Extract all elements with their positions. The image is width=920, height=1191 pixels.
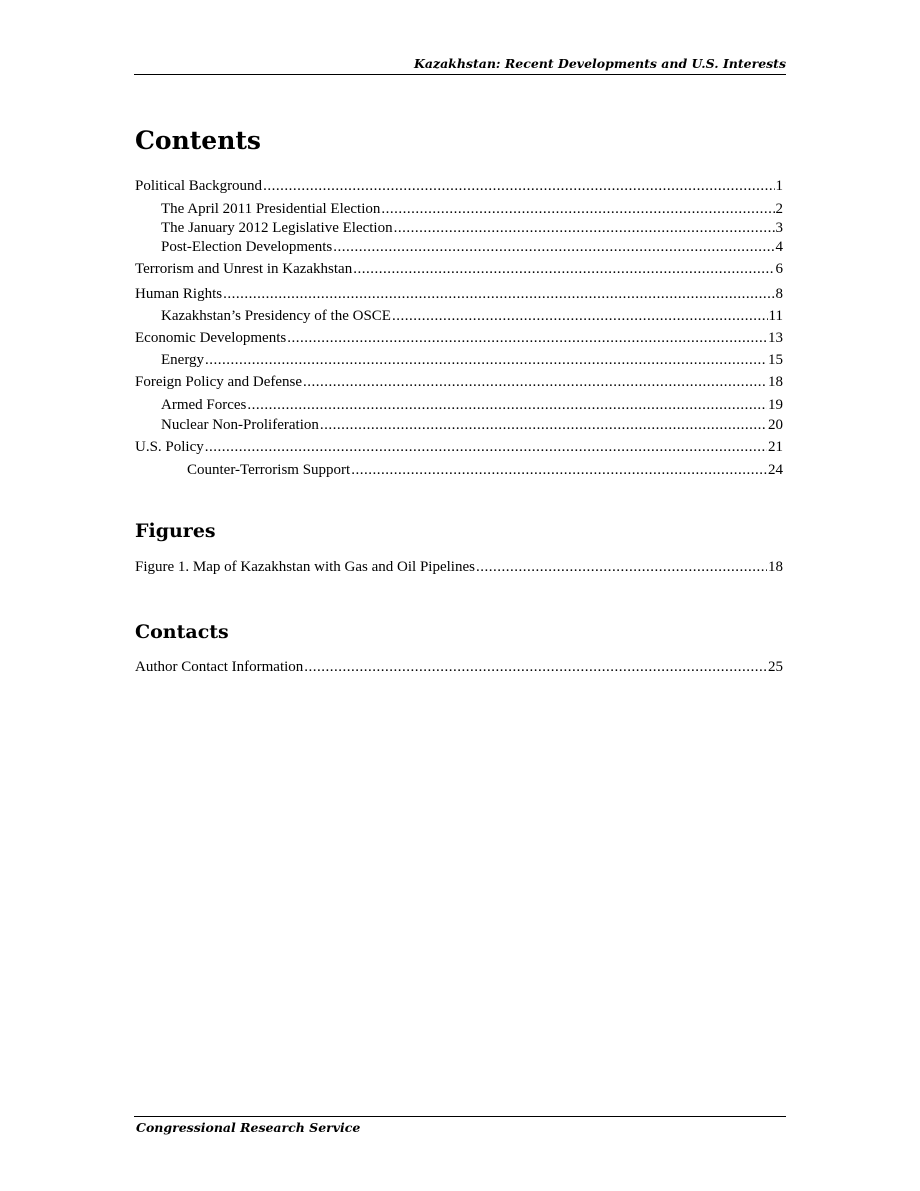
toc-entry-economic-developments[interactable] [135, 328, 783, 348]
dot-leader [320, 415, 767, 435]
toc-entry-presidential-election[interactable] [161, 199, 783, 219]
toc-entry-page: 21 [768, 439, 783, 455]
toc-entry-title: Terrorism and Unrest in Kazakhstan [135, 261, 353, 277]
toc-entry-page: 11 [768, 308, 783, 324]
toc-entry-title: Foreign Policy and Defense [135, 374, 303, 390]
dot-leader [223, 284, 774, 304]
toc-entry-title: Human Rights [135, 286, 223, 302]
dot-leader [205, 350, 767, 370]
toc-entry-title: Figure 1. Map of Kazakhstan with Gas and Oil Pipelines [135, 559, 475, 575]
footer-text: Congressional Research Service [136, 1120, 361, 1135]
dot-leader [263, 176, 774, 196]
toc-entry-title: Author Contact Information [135, 659, 304, 675]
toc-entry-page: 18 [768, 559, 783, 575]
toc-entry-title: The April 2011 Presidential Election [161, 201, 381, 217]
toc-entry-us-policy[interactable] [135, 437, 783, 457]
running-header: Kazakhstan: Recent Developments and U.S. Interests [414, 56, 786, 71]
toc-entry-osce-presidency[interactable] [161, 306, 783, 326]
toc-entry-page: 3 [775, 220, 783, 236]
dot-leader [304, 657, 767, 677]
toc-entry-page: 15 [768, 352, 783, 368]
dot-leader [247, 395, 767, 415]
toc-entry-page: 20 [768, 417, 783, 433]
dot-leader [476, 557, 767, 577]
toc-entry-foreign-policy[interactable] [135, 372, 783, 392]
dot-leader [205, 437, 767, 457]
toc-entry-page: 6 [775, 261, 783, 277]
footer-divider [134, 1116, 786, 1117]
toc-entry-energy[interactable] [161, 350, 783, 370]
toc-entry-page: 18 [768, 374, 783, 390]
toc-entry-page: 2 [775, 201, 783, 217]
toc-entry-post-election[interactable] [161, 237, 783, 257]
contacts-heading: Contacts [135, 621, 229, 643]
toc-entry-title: Energy [161, 352, 205, 368]
toc-entry-author-contact[interactable] [135, 657, 783, 677]
toc-entry-title: U.S. Policy [135, 439, 204, 455]
toc-entry-page: 1 [775, 178, 783, 194]
toc-entry-legislative-election[interactable] [161, 218, 783, 238]
figures-heading: Figures [135, 520, 216, 542]
toc-entry-page: 13 [768, 330, 783, 346]
toc-entry-non-proliferation[interactable] [161, 415, 783, 435]
toc-entry-title: Nuclear Non-Proliferation [161, 417, 319, 433]
dot-leader [287, 328, 767, 348]
dot-leader [394, 218, 775, 238]
toc-entry-title: The January 2012 Legislative Election [161, 220, 393, 236]
toc-entry-armed-forces[interactable] [161, 395, 783, 415]
dot-leader [353, 259, 774, 279]
toc-entry-title: Armed Forces [161, 397, 247, 413]
dot-leader [303, 372, 767, 392]
toc-entry-title: Kazakhstan’s Presidency of the OSCE [161, 308, 391, 324]
contents-heading: Contents [135, 126, 262, 155]
toc-entry-human-rights[interactable] [135, 284, 783, 304]
toc-entry-page: 8 [775, 286, 783, 302]
header-divider [134, 74, 786, 75]
toc-entry-page: 19 [768, 397, 783, 413]
dot-leader [333, 237, 774, 257]
toc-entry-political-background[interactable] [135, 176, 783, 196]
toc-entry-title: Economic Developments [135, 330, 287, 346]
dot-leader [351, 460, 767, 480]
toc-entry-counter-terrorism[interactable] [187, 460, 783, 480]
toc-entry-title: Post-Election Developments [161, 239, 333, 255]
toc-entry-title: Political Background [135, 178, 263, 194]
toc-entry-title: Counter-Terrorism Support [187, 462, 351, 478]
dot-leader [381, 199, 774, 219]
dot-leader [392, 306, 768, 326]
toc-entry-figure-1[interactable] [135, 557, 783, 577]
toc-entry-page: 25 [768, 659, 783, 675]
toc-entry-page: 24 [768, 462, 783, 478]
toc-entry-terrorism[interactable] [135, 259, 783, 279]
toc-entry-page: 4 [775, 239, 783, 255]
